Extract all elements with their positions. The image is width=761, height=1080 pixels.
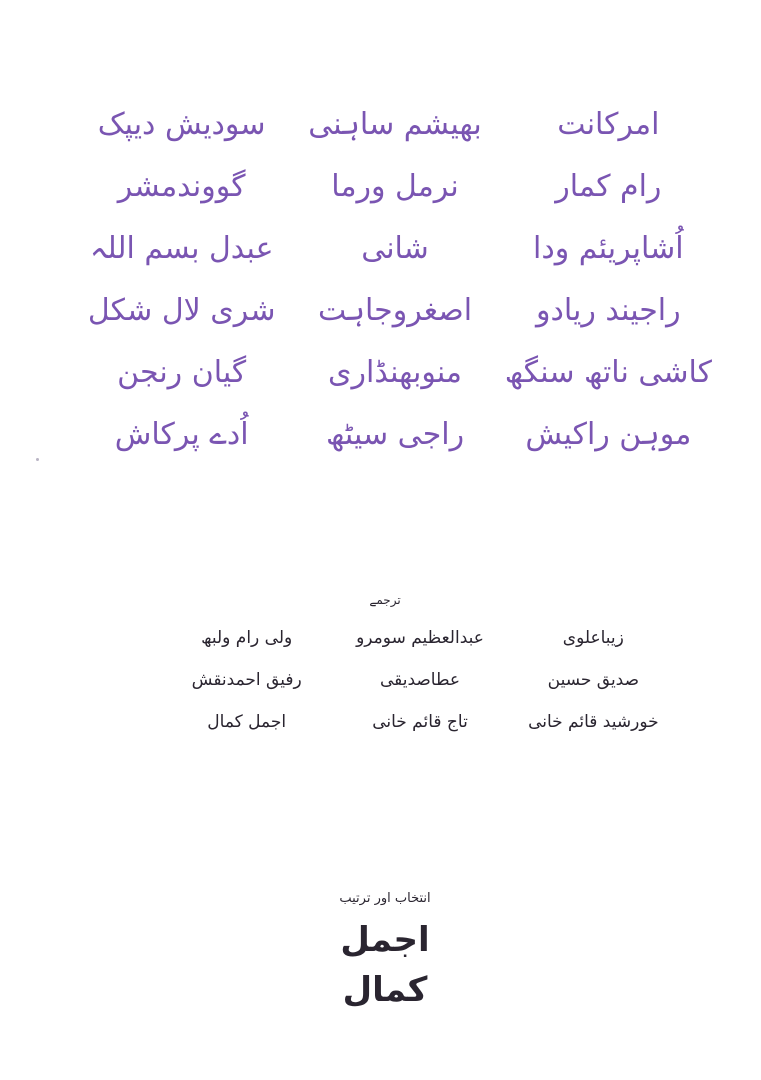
translator-name: عبدالعظیم سومرو: [356, 628, 484, 648]
author-name: امرکانت: [557, 107, 660, 142]
translator-name: اجمل کمال: [207, 712, 287, 732]
author-name: اصغروجاہت: [317, 293, 473, 328]
author-name: منوبھنڈاری: [328, 355, 462, 390]
editor-heading: انتخاب اور ترتیب: [339, 891, 431, 906]
translator-name: عطاصدیقی: [379, 670, 461, 690]
translator-name: خورشید قائم خانی: [528, 712, 659, 732]
author-name: اُشاپریئم ودا: [533, 231, 684, 266]
authors-grid: [75, 100, 715, 472]
translator-name: ولی رام ولبھ: [201, 628, 293, 648]
editor-name: اجمل کمال: [340, 920, 430, 1010]
author-name: بھیشم ساہنی: [308, 107, 482, 142]
author-name: گیان رنجن: [117, 355, 247, 390]
translator-name: صدیق حسین: [547, 670, 640, 690]
translator-name: تاج قائم خانی: [372, 712, 468, 732]
translators-heading: ترجمے: [369, 593, 401, 607]
author-name: اُدے پرکاش: [114, 417, 249, 452]
translators-grid: [160, 622, 680, 748]
author-name: نرمل ورما: [331, 169, 459, 204]
paper-speck: [36, 458, 39, 461]
author-name: شانی: [361, 231, 429, 266]
author-name: موہن راکیش: [525, 417, 692, 452]
author-name: کاشی ناتھ سنگھ: [504, 355, 712, 390]
translator-name: زیباعلوی: [562, 628, 624, 648]
author-name: رام کمار: [555, 169, 662, 204]
author-name: راجی سیٹھ: [325, 417, 465, 452]
author-name: شری لال شکل: [87, 293, 276, 328]
author-name: گووندمشر: [117, 169, 246, 204]
author-name: راجیند ریادو: [536, 293, 681, 328]
translator-name: رفیق احمدنقش: [191, 670, 302, 690]
author-name: سودیش دیپک: [97, 107, 266, 142]
author-name: عبدل بسم اللہ: [89, 231, 274, 266]
